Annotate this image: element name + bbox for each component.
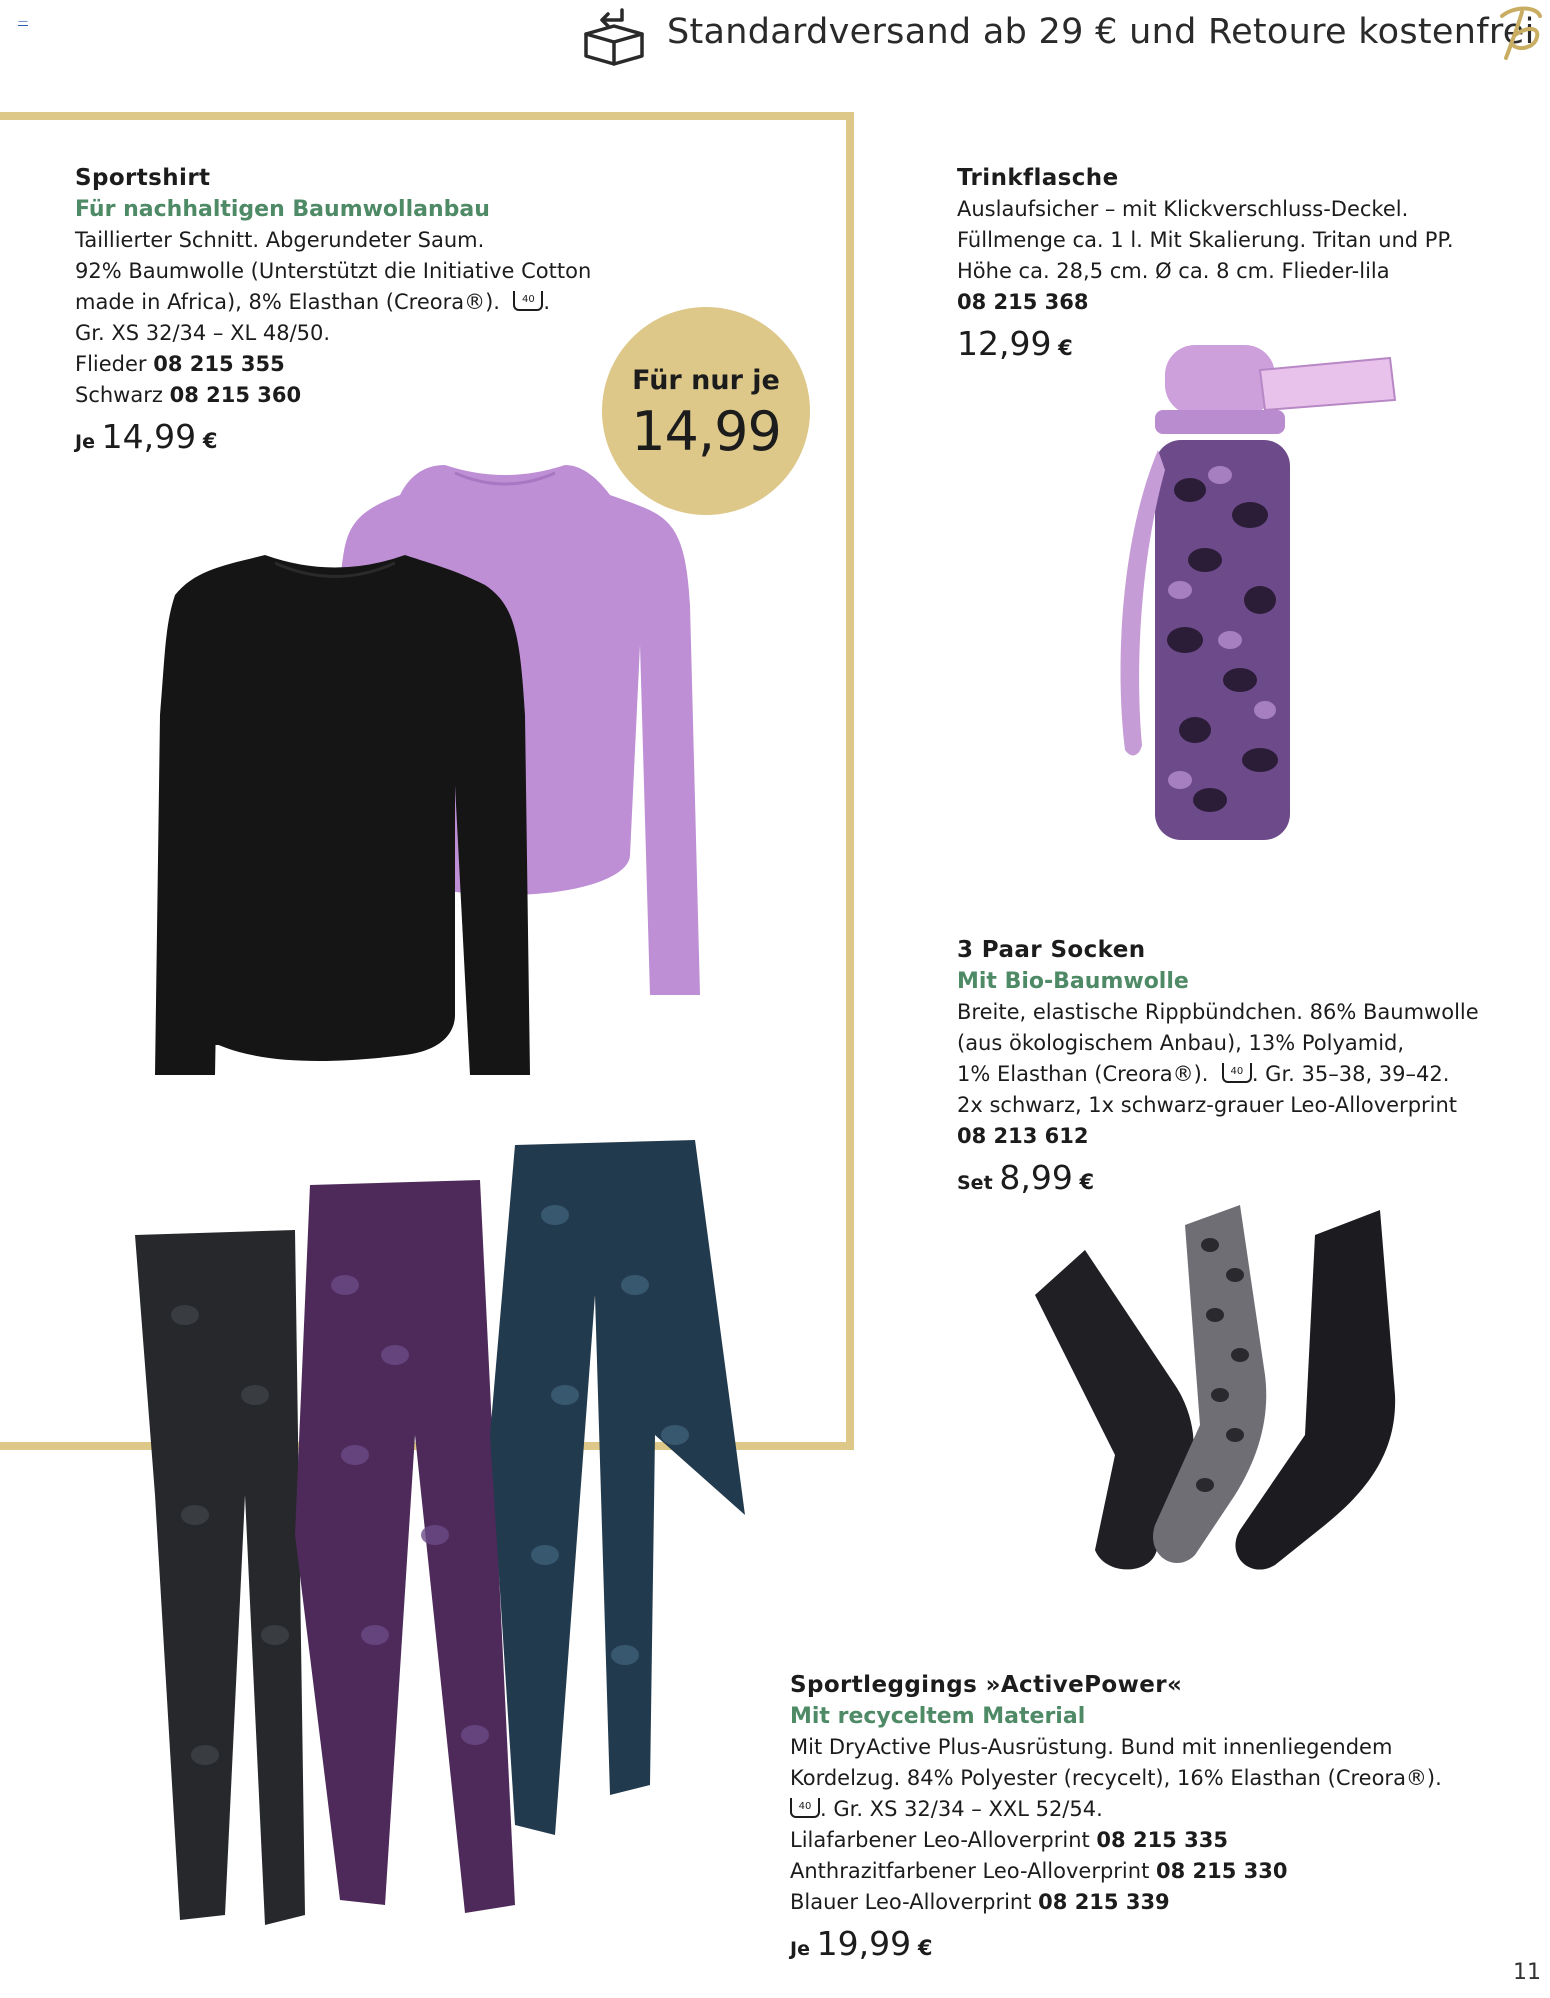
product-subtitle: Mit recyceltem Material [790, 1704, 1086, 1729]
bottle-info [957, 163, 1517, 364]
socks-info [957, 935, 1517, 1199]
price [75, 417, 635, 458]
wash-icon: 40 [790, 1798, 820, 1818]
product-desc-line [957, 1059, 1517, 1090]
product-title: Sportleggings »ActivePower« [790, 1672, 1183, 1698]
sportshirts-image [125, 455, 705, 1085]
product-desc: Mit DryActive Plus-Ausrüstung. Bund mit innenliegendem [790, 1735, 1393, 1759]
size-info: Gr. XS 32/34 – XL 48/50. [75, 321, 331, 345]
variant-label: Anthrazitfarbener Leo-Alloverprint [790, 1859, 1150, 1883]
variant-line [75, 380, 635, 411]
shipping-info: Standardversand ab 29 € und Retoure kostenfrei [667, 12, 1535, 52]
variant-line [790, 1856, 1530, 1887]
product-desc: . [543, 290, 551, 314]
variant-label: Flieder [75, 352, 147, 376]
variant-line [790, 1887, 1530, 1918]
sportshirt-info [75, 163, 635, 458]
price-prefix: Je [75, 431, 95, 453]
box-return-icon [578, 4, 650, 68]
product-desc: 2x schwarz, 1x schwarz-grauer Leo-Alloverprint [957, 1093, 1458, 1117]
currency: € [202, 429, 218, 453]
price-value: 8,99 [999, 1158, 1073, 1197]
tchibo-logo [1492, 2, 1546, 64]
variant-label: Blauer Leo-Alloverprint [790, 1890, 1032, 1914]
price-prefix: Je [790, 1938, 810, 1960]
product-desc: made in Africa), 8% Elasthan (Creora®). [75, 290, 500, 314]
currency: € [917, 1936, 933, 1960]
price-prefix: Set [957, 1172, 993, 1194]
article-number: 08 213 612 [957, 1124, 1089, 1148]
product-desc: . Gr. XS 32/34 – XXL 52/54. [820, 1797, 1103, 1821]
product-desc-line [790, 1794, 1530, 1825]
leggings-image [95, 1135, 765, 1935]
product-desc: 92% Baumwolle (Unterstützt die Initiative Cotton [75, 259, 592, 283]
article-number: 08 215 360 [169, 383, 302, 407]
variant-label: Schwarz [75, 383, 163, 407]
product-desc-line [75, 287, 635, 318]
article-number: 08 215 335 [1096, 1828, 1228, 1852]
product-subtitle: Mit Bio-Baumwolle [957, 969, 1189, 994]
product-title: Sportshirt [75, 165, 211, 191]
price-value: 12,99 [957, 324, 1052, 363]
article-number: 08 215 355 [153, 352, 285, 376]
variant-label: Lilafarbener Leo-Alloverprint [790, 1828, 1090, 1852]
product-desc: (aus ökologischem Anbau), 13% Polyamid, [957, 1031, 1405, 1055]
product-desc: Füllmenge ca. 1 l. Mit Skalierung. Tritan und PP. [957, 228, 1454, 252]
badge-label: Für nur je [632, 365, 780, 396]
price [957, 1158, 1517, 1199]
badge-price: 14,99 [631, 400, 781, 463]
product-title: Trinkflasche [957, 165, 1119, 191]
variant-line [790, 1825, 1530, 1856]
page-number: 11 [1513, 1960, 1541, 1985]
currency: € [1058, 336, 1073, 360]
product-subtitle: Für nachhaltigen Baumwollanbau [75, 197, 490, 222]
price-value: 14,99 [101, 417, 197, 456]
water-bottle-image [1110, 340, 1410, 870]
product-title: 3 Paar Socken [957, 937, 1146, 963]
article-number: 08 215 368 [957, 290, 1089, 314]
price [790, 1924, 1530, 1965]
socks-image [1025, 1195, 1425, 1575]
article-number: 08 215 330 [1156, 1859, 1288, 1883]
product-desc: Breite, elastische Rippbündchen. 86% Baumwolle [957, 1000, 1479, 1024]
skip-link[interactable]: — [18, 16, 28, 27]
product-desc: Taillierter Schnitt. Abgerundeter Saum. [75, 228, 485, 252]
leggings-info [790, 1670, 1530, 1965]
product-desc: 1% Elasthan (Creora®). [957, 1062, 1209, 1086]
product-desc: Kordelzug. 84% Polyester (recycelt), 16% Elasthan (Creora®). [790, 1766, 1442, 1790]
product-desc: Höhe ca. 28,5 cm. Ø ca. 8 cm. Flieder-lila [957, 259, 1390, 283]
product-desc: Auslaufsicher – mit Klickverschluss-Deckel. [957, 197, 1409, 221]
variant-line [75, 349, 635, 380]
article-number: 08 215 339 [1038, 1890, 1170, 1914]
product-desc: . Gr. 35–38, 39–42. [1251, 1062, 1450, 1086]
wash-icon: 40 [513, 291, 543, 311]
price-value: 19,99 [816, 1924, 912, 1963]
wash-icon: 40 [1222, 1063, 1252, 1083]
currency: € [1079, 1170, 1095, 1194]
